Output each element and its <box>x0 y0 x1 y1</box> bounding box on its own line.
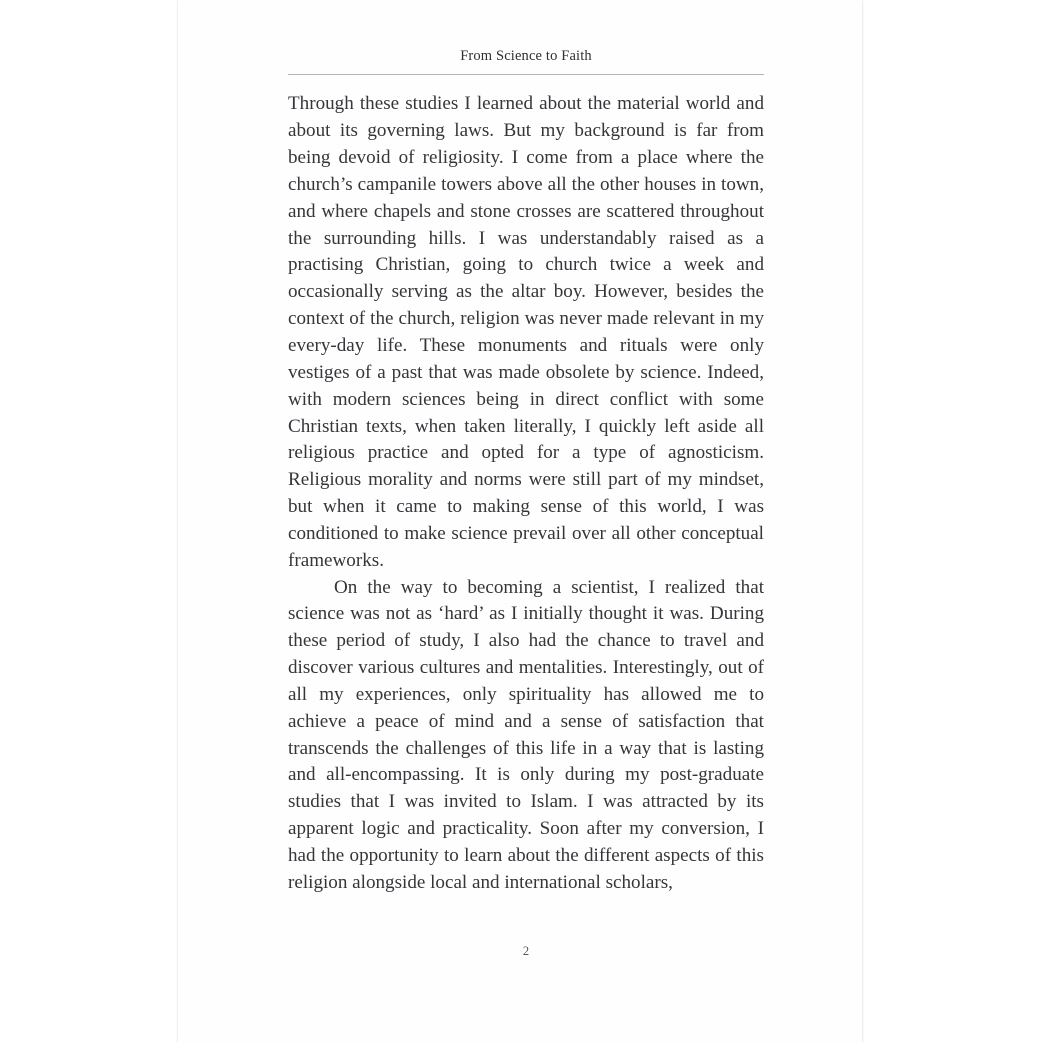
document-page <box>178 0 862 1043</box>
paragraph: Through these studies I learned about the material world and about its governing laws. But my background is far from being devoid of religiosity. I come from a place where the church’s campanile towers above all the other houses in town, and where chapels and stone crosses are scattered throughout the surrounding hills. I was understandably raised as a practising Christian, going to church twice a week and occasionally serving as the altar boy. However, besides the context of the church, religion was never made relevant in my every-day life. These monuments and rituals were only vestiges of a past that was made obsolete by science. Indeed, with modern sciences being in direct conflict with some Christian texts, when taken literally, I quickly left aside all religious practice and opted for a type of agnosticism. Religious morality and norms were still part of my mindset, but when it came to making sense of this world, I was conditioned to make science prevail over all other conceptual frameworks. <box>288 93 764 571</box>
running-head: From Science to Faith <box>460 48 592 64</box>
page-text-block <box>288 0 764 959</box>
paragraph: On the way to becoming a scientist, I realized that science was not as ‘hard’ as I initially thought it was. During these period of study, I also had the chance to travel and discover various cultures and mentalities. Interestingly, out of all my experiences, only spirituality has allowed me to achieve a peace of mind and a sense of satisfaction that transcends the challenges of this life in a way that is lasting and all-encompassing. It is only during my post-graduate studies that I was invited to Islam. I was attracted by its apparent logic and practicality. Soon after my conversion, I had the opportunity to learn about the different aspects of this religion alongside local and international scholars, <box>288 576 764 893</box>
body-text <box>288 75 764 896</box>
page-number: 2 <box>522 943 530 958</box>
